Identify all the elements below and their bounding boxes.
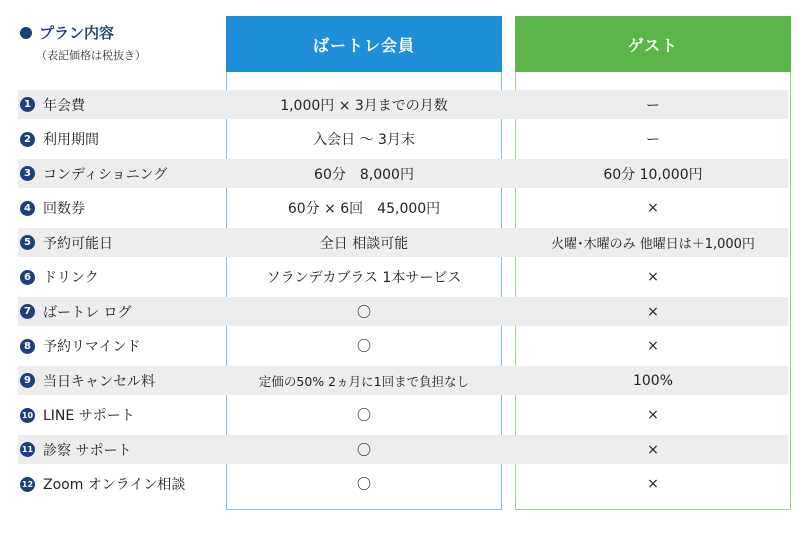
guest-value: 60分 10,000円 [603, 166, 703, 183]
member-value: 〇 [357, 408, 371, 424]
table-row [18, 263, 788, 292]
guest-value: × [647, 200, 659, 216]
row-number-badge: 5 [20, 235, 35, 250]
row-number-badge: 11 [20, 442, 35, 457]
member-value: 〇 [357, 477, 371, 493]
row-number-badge: 3 [20, 166, 35, 181]
row-label-text: 回数券 [43, 201, 85, 217]
row-label-text: 予約可能日 [43, 235, 113, 252]
guest-value: × [647, 338, 659, 354]
row-label [18, 194, 85, 223]
guest-value: × [647, 407, 659, 423]
table-row [18, 159, 788, 188]
table-row [18, 332, 788, 361]
row-label [18, 366, 155, 395]
table-row [18, 366, 788, 395]
row-label [18, 125, 99, 154]
row-label-text: コンディショニング [43, 166, 168, 183]
row-label-text: 利用期間 [43, 132, 99, 148]
member-value: 入会日 ～ 3月末 [313, 132, 415, 148]
row-label [18, 401, 135, 430]
row-label-text: ドリンク [43, 270, 99, 286]
table-row [18, 125, 788, 154]
guest-column-header: ゲスト [515, 16, 791, 72]
guest-value: ー [646, 97, 660, 114]
guest-value: × [647, 476, 659, 492]
table-row [18, 401, 788, 430]
row-label-text: 予約リマインド [43, 339, 141, 355]
row-label-text: LINE サポート [43, 408, 135, 424]
row-label [18, 90, 85, 119]
table-row [18, 228, 788, 257]
row-label-text: Zoom オンライン相談 [43, 477, 186, 493]
table-row [18, 90, 788, 119]
guest-value: 100% [632, 372, 674, 389]
row-label-text: 当日キャンセル料 [43, 373, 155, 390]
row-number-badge: 7 [20, 304, 35, 319]
row-number-badge: 10 [20, 408, 35, 423]
table-row [18, 297, 788, 326]
row-label [18, 297, 131, 326]
circle-bullet-icon [20, 27, 32, 39]
row-label [18, 159, 167, 188]
row-label [18, 263, 99, 292]
member-value: 〇 [357, 339, 371, 355]
row-number-badge: 9 [20, 373, 35, 388]
member-value: 〇 [357, 442, 371, 459]
row-number-badge: 1 [20, 97, 35, 112]
member-value: 全日 相談可能 [319, 235, 409, 252]
row-label [18, 470, 185, 499]
row-label-text: 年会費 [43, 97, 85, 114]
guest-value: 火曜･木曜のみ 他曜日は＋1,000円 [551, 237, 755, 252]
table-row [18, 470, 788, 499]
member-value: ソランデカブラス 1本サービス [266, 270, 462, 286]
row-number-badge: 8 [20, 339, 35, 354]
page-title: プラン内容 [39, 24, 115, 42]
member-value: 定価の50% 2ヵ月に1回まで負担なし [258, 373, 470, 389]
row-label [18, 228, 113, 257]
row-label [18, 332, 140, 361]
member-value: 1,000円 × 3月までの月数 [280, 97, 448, 114]
row-number-badge: 2 [20, 132, 35, 147]
tax-note: （表記価格は税抜き） [36, 49, 146, 62]
row-label-text: ばートレ ログ [43, 304, 132, 321]
row-number-badge: 12 [20, 477, 35, 492]
row-label-text: 診察 サポート [43, 442, 132, 459]
guest-value: × [647, 441, 659, 458]
guest-value: ー [646, 132, 660, 148]
row-number-badge: 4 [20, 201, 35, 216]
member-value: 60分 8,000円 [314, 166, 414, 183]
member-value: 60分 × 6回 45,000円 [287, 201, 441, 217]
row-number-badge: 6 [20, 270, 35, 285]
member-value: 〇 [357, 304, 371, 321]
table-row [18, 194, 788, 223]
member-column-header: ばートレ会員 [226, 16, 502, 72]
guest-value: × [647, 269, 659, 285]
plan-title-block [20, 22, 146, 63]
table-row [18, 435, 788, 464]
guest-value: × [647, 303, 659, 320]
row-label [18, 435, 131, 464]
